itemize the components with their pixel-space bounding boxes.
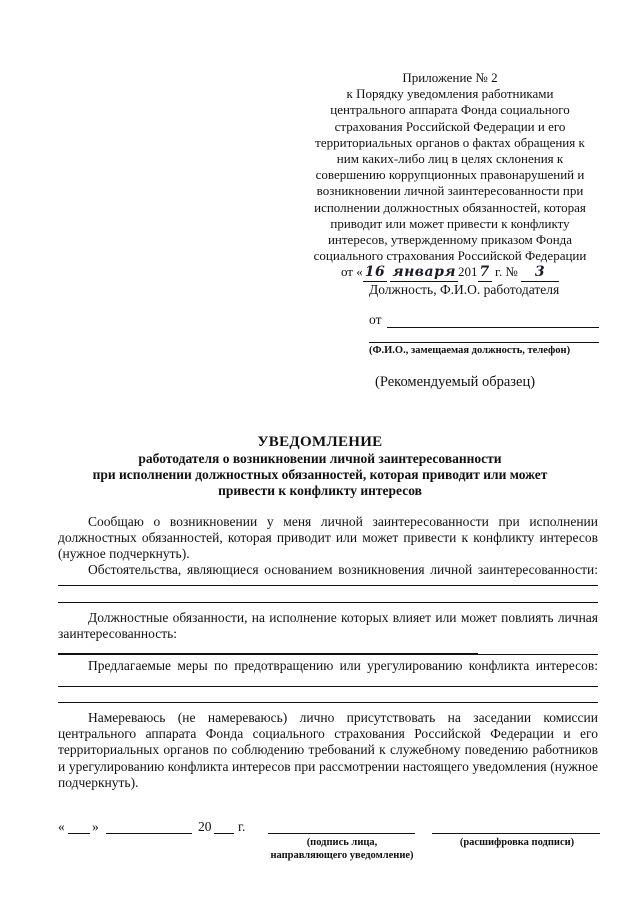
employer-position-label: Должность, Ф.И.О. работодателя xyxy=(369,282,560,297)
paragraph-1: Сообщаю о возникновении у меня личной заинтересованности при исполнении должностных обязанностей, которая приводит или может привести к конфликту интересов (нужное подчеркнуть). xyxy=(58,514,598,562)
quote-close: » xyxy=(92,819,99,834)
paragraph-3b: заинтересованность: xyxy=(58,626,178,641)
appendix-lines xyxy=(300,86,600,264)
fill-line-measures-2[interactable] xyxy=(58,702,598,703)
title-sub-1: работодателя о возникновении личной заинтересованности xyxy=(138,451,502,466)
appendix-date-line xyxy=(300,264,600,281)
appendix-line: центрального аппарата Фонда социального xyxy=(330,102,570,118)
month-fill-line[interactable] xyxy=(106,833,192,834)
appendix-line: страхования Российской Федерации и его xyxy=(334,118,566,134)
appendix-line: возникновении личной заинтересованности при xyxy=(316,183,584,199)
paragraph-4: Предлагаемые меры по предотвращению или урегулированию конфликта интересов: xyxy=(88,658,598,673)
appendix-line: интересов, утвержденному приказом Фонда xyxy=(327,232,573,248)
decoding-caption: (расшифровка подписи) xyxy=(459,837,575,848)
year-prefix: 20 xyxy=(198,819,212,834)
quote-open: « xyxy=(58,819,65,834)
year-fill-line[interactable] xyxy=(214,833,234,834)
appendix-line: территориальных органов о фактах обращения к xyxy=(315,134,585,150)
title-main: УВЕДОМЛЕНИЕ xyxy=(257,434,383,450)
appendix-line: исполнении должностных обязанностей, которая xyxy=(314,199,586,215)
fill-line-circumstances-1[interactable] xyxy=(58,585,598,586)
title-sub-3: привести к конфликту интересов xyxy=(218,483,422,498)
date-year-prefix: 201 xyxy=(458,264,478,280)
sample-label: (Рекомендуемый образец) xyxy=(375,374,536,390)
appendix-block xyxy=(300,70,600,282)
from-caption: (Ф.И.О., замещаемая должность, телефон) xyxy=(369,345,571,356)
title-sub-2: при исполнении должностных обязанностей, которая приводит или может xyxy=(92,467,548,482)
appendix-line: социального страхования Российской Федерации xyxy=(313,248,587,264)
decoding-fill-line[interactable] xyxy=(432,833,600,834)
paragraph-5: Намереваюсь (не намереваюсь) лично присутствовать на заседании комиссии центрального аппарата Фонда социального страхования Российской Федерации и его территориальных органов по соблюдению требований к служебному поведению работников и урегулированию конфликта интересов при рассмотрении настоящего уведомления (нужное подчеркнуть). xyxy=(58,710,598,790)
appendix-line: приводит или может привести к конфликту xyxy=(330,215,570,231)
appendix-header: Приложение № 2 xyxy=(402,70,498,85)
from-row xyxy=(369,312,599,328)
date-year-digit: 7 xyxy=(479,264,490,281)
date-suffix: г. № xyxy=(491,264,518,280)
from-label: от xyxy=(369,312,382,327)
appendix-line: к Порядку уведомления работниками xyxy=(346,86,554,102)
from-fill-line[interactable] xyxy=(387,327,599,328)
signature-caption: (подпись лица, направляющего уведомление) xyxy=(270,837,414,861)
fill-line-duties-2[interactable] xyxy=(58,654,598,655)
from-fill-line-2[interactable] xyxy=(369,342,599,343)
appendix-line: совершению коррупционных правонарушений и xyxy=(315,167,585,183)
paragraph-3a: Должностные обязанности, на исполнение которых влияет или может повлиять личная xyxy=(88,610,598,625)
date-month: января xyxy=(392,264,456,281)
date-day: 16 xyxy=(364,264,386,281)
year-suffix: г. xyxy=(238,819,246,834)
date-prefix: от « xyxy=(340,264,363,280)
order-number: 3 xyxy=(521,264,559,281)
notice-title xyxy=(40,434,600,499)
paragraph-2: Обстоятельства, являющиеся основанием возникновения личной заинтересованности: xyxy=(88,562,598,577)
fill-line-measures-1[interactable] xyxy=(58,686,598,687)
fill-line-circumstances-2[interactable] xyxy=(58,602,598,603)
signature-fill-line[interactable] xyxy=(268,833,415,834)
day-fill-line[interactable] xyxy=(68,833,90,834)
appendix-line: ним каких-либо лиц в целях склонения к xyxy=(336,151,564,167)
